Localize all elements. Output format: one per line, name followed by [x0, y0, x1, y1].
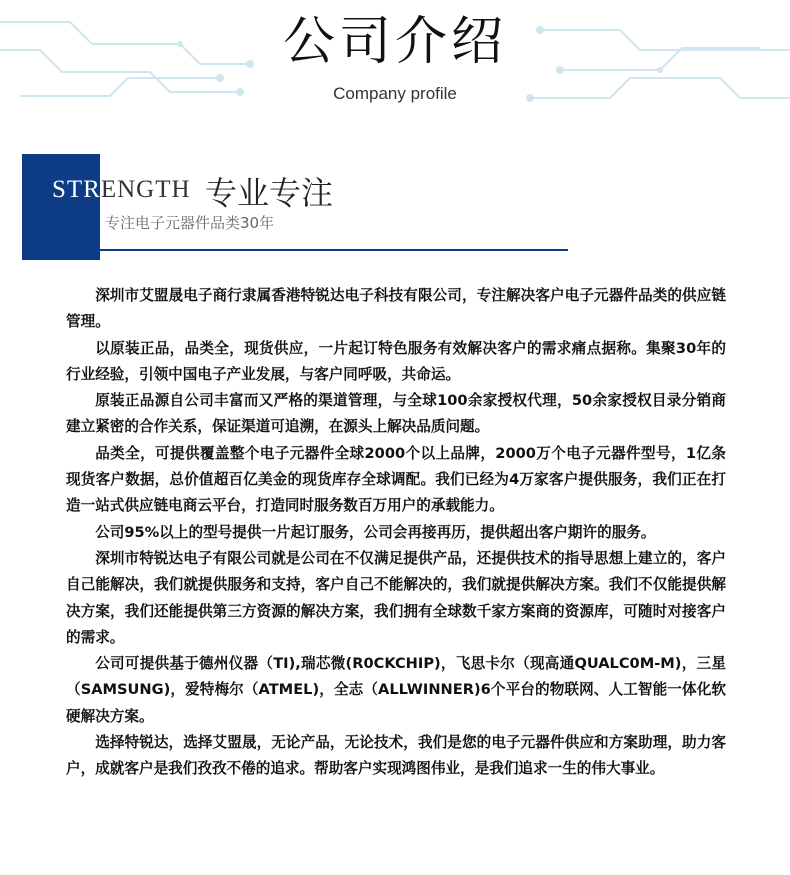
paragraph: 深圳市特锐达电子有限公司就是公司在不仅满足提供产品，还提供技术的指导思想上建立的，客户自己能解决，我们就提供服务和支持，客户自己不能解决的，我们就提供解决方案。我们不仅能提供解决方案，我们还能提供第三方资源的解决方案，我们拥有全球数千家方案商的资源库，可随时对接客户的需求。	[66, 549, 726, 646]
company-description	[66, 283, 726, 783]
section-divider	[100, 249, 568, 251]
paragraph: 选择特锐达，选择艾盟晟，无论产品，无论技术，我们是您的电子元器件供应和方案助理，助力客户，成就客户是我们孜孜不倦的追求。帮助客户实现鸿图伟业，是我们追求一生的伟大事业。	[66, 734, 726, 778]
paragraph: 品类全，可提供覆盖整个电子元器件全球2000个以上品牌，2000万个电子元器件型号，1亿条现货客户数据，总价值超百亿美金的现货库存全球调配。我们已经为4万家客户提供服务，我们正在打造一站式供应链电商云平台，打造同时服务数百万用户的承载能力。	[66, 444, 726, 515]
paragraph: 以原装正品，品类全，现货供应，一片起订特色服务有效解决客户的需求痛点据称。集聚30年的行业经验，引领中国电子产业发展，与客户同呼吸，共命运。	[66, 339, 726, 383]
page-title: 公司介绍	[282, 12, 507, 72]
paragraph: 深圳市艾盟晟电子商行隶属香港特锐达电子科技有限公司，专注解决客户电子元器件品类的供应链管理。	[66, 287, 726, 331]
accent-block	[22, 154, 100, 260]
section-label-zh: 专业专注	[205, 174, 334, 212]
section-heading	[22, 154, 582, 264]
page-subtitle: Company profile	[333, 84, 457, 103]
paragraph: 原装正品源自公司丰富而又严格的渠道管理，与全球100余家授权代理，50余家授权目录分销商建立紧密的合作关系，保证渠道可追溯，在源头上解决品质问题。	[66, 392, 726, 436]
page-header	[0, 0, 790, 125]
section-label-en	[52, 176, 191, 204]
paragraph: 公司可提供基于德州仪器（TI),瑞芯微(R0CKCHIP)，飞思卡尔（现高通QUALC0M-M)，三星（SAMSUNG)，爱特梅尔（ATMEL)，全志（ALLWINNER)6个平台的物联网、人工智能一体化软硬解决方案。	[66, 655, 726, 725]
section-label-en-prefix: STR	[52, 176, 101, 203]
section-subtitle: 专注电子元器件品类30年	[105, 214, 275, 232]
paragraph: 公司95%以上的型号提供一片起订服务，公司会再接再历，提供超出客户期许的服务。	[95, 523, 656, 541]
section-label-en-rest: ENGTH	[100, 176, 191, 203]
